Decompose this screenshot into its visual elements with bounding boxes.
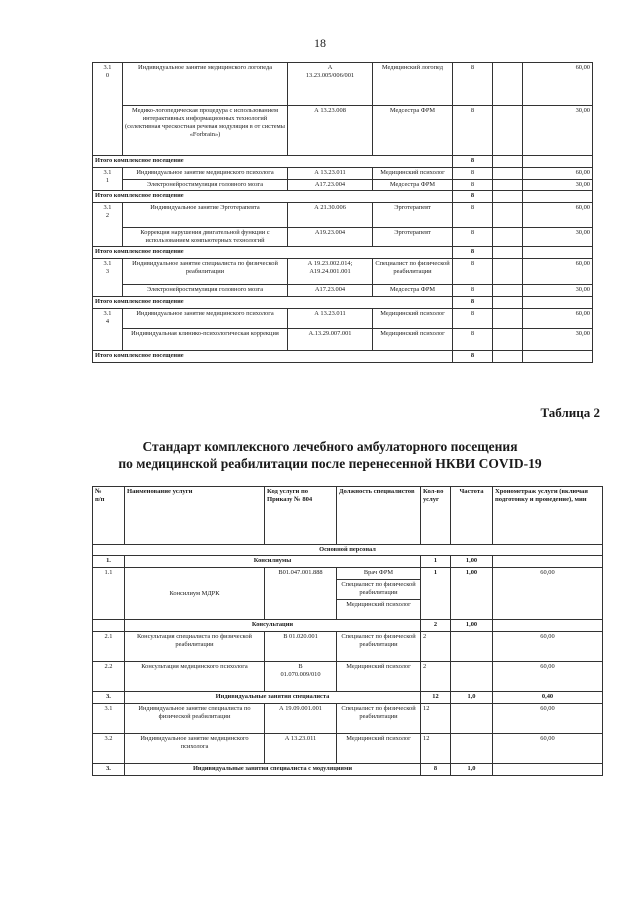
service-name: Индивидуальное занятие специалиста по физической реабилитации — [123, 259, 288, 285]
row-number: 1. — [93, 556, 125, 568]
specialist: Медицинский психолог — [373, 329, 453, 351]
standard-visit-table — [92, 486, 603, 776]
row-number: 3.1 2 — [93, 203, 123, 247]
specialist: Медицинский психолог — [337, 600, 421, 620]
service-code: А 19.23.002.014; А19.24.001.001 — [288, 259, 373, 285]
empty-cell — [493, 351, 523, 363]
service-code: А 13.23.008 — [288, 106, 373, 156]
specialist: Медсестра ФРМ — [373, 106, 453, 156]
total-quantity: 8 — [453, 191, 493, 203]
service-code: В 01.070.009/010 — [265, 662, 337, 692]
duration: 60,00 — [523, 259, 593, 285]
duration: 30,00 — [523, 329, 593, 351]
frequency — [493, 228, 523, 247]
duration — [493, 620, 603, 632]
row-number: 2.2 — [93, 662, 125, 692]
total-row — [93, 191, 593, 203]
total-row — [93, 247, 593, 259]
specialist: Специалист по физической реабилитации — [337, 632, 421, 662]
specialist: Эрготерапевт — [373, 203, 453, 228]
total-quantity: 8 — [453, 297, 493, 309]
section-title: Основной персонал — [93, 545, 603, 556]
table-heading-line-1: Стандарт комплексного лечебного амбулаторного посещения — [142, 439, 518, 454]
duration: 60,00 — [493, 734, 603, 764]
frequency — [493, 168, 523, 180]
group-label: Консультации — [125, 620, 421, 632]
quantity: 8 — [421, 764, 451, 776]
row-number: 3.1 3 — [93, 259, 123, 297]
frequency — [493, 259, 523, 285]
row-number: 3.2 — [93, 734, 125, 764]
service-row — [93, 168, 593, 180]
total-label: Итого комплексное посещение — [93, 247, 453, 259]
duration: 30,00 — [523, 180, 593, 191]
group-row — [93, 692, 603, 704]
duration: 60,00 — [523, 203, 593, 228]
frequency — [493, 106, 523, 156]
specialist: Медицинский психолог — [337, 734, 421, 764]
service-name: Индивидуальная клинико-психологическая коррекция — [123, 329, 288, 351]
header-duration: Хронометраж услуги (включая подготовку и проведение), мин — [493, 487, 603, 545]
service-code: А.13.29.007.001 — [288, 329, 373, 351]
frequency — [493, 285, 523, 297]
frequency — [493, 203, 523, 228]
quantity: 8 — [453, 168, 493, 180]
duration: 60,00 — [493, 662, 603, 692]
duration: 60,00 — [523, 168, 593, 180]
group-row — [93, 556, 603, 568]
service-code: А 19.09.001.001 — [265, 704, 337, 734]
section-row — [93, 545, 603, 556]
service-row — [93, 259, 593, 285]
row-number: 2.1 — [93, 632, 125, 662]
service-name: Консультация специалиста по физической реабилитации — [125, 632, 265, 662]
service-name: Индивидуальное занятие специалиста по физической реабилитации — [125, 704, 265, 734]
service-code: А 21.30.006 — [288, 203, 373, 228]
frequency — [451, 662, 493, 692]
frequency: 1,00 — [451, 620, 493, 632]
quantity: 12 — [421, 704, 451, 734]
specialist: Медицинский логопед — [373, 63, 453, 106]
empty-cell — [493, 156, 523, 168]
empty-cell — [523, 191, 593, 203]
duration: 60,00 — [523, 309, 593, 329]
service-code: А 13.23.005/006/001 — [288, 63, 373, 106]
frequency — [493, 309, 523, 329]
header-specialist: Должность специалистов — [337, 487, 421, 545]
duration: 0,40 — [493, 692, 603, 704]
service-code: В 01.020.001 — [265, 632, 337, 662]
service-name: Индивидуальное занятие медицинского психолога — [125, 734, 265, 764]
quantity: 8 — [453, 228, 493, 247]
table-heading-line-2: по медицинской реабилитации после перенесенной НКВИ COVID-19 — [118, 456, 542, 471]
row-number: 3. — [93, 692, 125, 704]
header-service-name: Наименование услуги — [125, 487, 265, 545]
duration: 30,00 — [523, 106, 593, 156]
frequency — [451, 704, 493, 734]
service-name: Индивидуальное занятие медицинского психолога — [123, 309, 288, 329]
page-number: 18 — [314, 36, 326, 50]
specialist: Специалист по физической реабилитации — [373, 259, 453, 285]
frequency: 1,00 — [451, 568, 493, 620]
specialist: Специалист по физической реабилитации — [337, 704, 421, 734]
frequency — [493, 180, 523, 191]
service-name: Медико-логопедическая процедура с использованием интерактивных информационных технологий (селективная чрескостная речевая модуляция в от системы «Forbrain») — [123, 106, 288, 156]
row-number: 3.1 0 — [93, 63, 123, 156]
quantity: 8 — [453, 329, 493, 351]
total-row — [93, 351, 593, 363]
quantity: 2 — [421, 620, 451, 632]
total-label: Итого комплексное посещение — [93, 156, 453, 168]
group-label: Индивидуальные занятия специалиста — [125, 692, 421, 704]
total-row — [93, 297, 593, 309]
quantity: 1 — [421, 568, 451, 620]
service-row — [93, 106, 593, 156]
quantity: 8 — [453, 309, 493, 329]
empty-cell — [523, 156, 593, 168]
frequency — [493, 329, 523, 351]
frequency: 1,0 — [451, 764, 493, 776]
quantity: 8 — [453, 180, 493, 191]
quantity: 2 — [421, 632, 451, 662]
frequency — [451, 734, 493, 764]
service-row — [93, 180, 593, 191]
specialist: Медсестра ФРМ — [373, 180, 453, 191]
service-name: Коррекция нарушения двигательной функции с использованием компьютерных технологий — [123, 228, 288, 247]
frequency — [493, 63, 523, 106]
duration: 30,00 — [523, 285, 593, 297]
service-row — [93, 285, 593, 297]
duration: 60,00 — [523, 63, 593, 106]
quantity: 1 — [421, 556, 451, 568]
service-name: Консилиум МДРК — [125, 568, 265, 620]
service-row — [93, 329, 593, 351]
total-label: Итого комплексное посещение — [93, 351, 453, 363]
service-row — [93, 662, 603, 692]
specialist: Врач ФРМ — [337, 568, 421, 580]
row-number: 3.1 4 — [93, 309, 123, 351]
duration: 60,00 — [493, 704, 603, 734]
empty-cell — [493, 297, 523, 309]
quantity: 8 — [453, 203, 493, 228]
services-table-continued — [92, 62, 593, 363]
header-num: № п/п — [93, 487, 125, 545]
service-row — [93, 632, 603, 662]
service-row — [93, 63, 593, 106]
frequency — [451, 632, 493, 662]
service-code: В01.047.001.888 — [265, 568, 337, 620]
service-name: Индивидуальное занятие медицинского логопеда — [123, 63, 288, 106]
service-name: Электронейростимуляция головного мозга — [123, 285, 288, 297]
header-service-code: Код услуги по Приказу № 804 — [265, 487, 337, 545]
header-quantity: Кол-во услуг — [421, 487, 451, 545]
specialist: Медсестра ФРМ — [373, 285, 453, 297]
specialist: Медицинский психолог — [373, 168, 453, 180]
total-label: Итого комплексное посещение — [93, 191, 453, 203]
row-number: 1.1 — [93, 568, 125, 620]
service-row — [93, 228, 593, 247]
service-name: Электронейростимуляция головного мозга — [123, 180, 288, 191]
quantity: 12 — [421, 692, 451, 704]
service-code: А17.23.004 — [288, 180, 373, 191]
table-header-row — [93, 487, 603, 545]
total-quantity: 8 — [453, 351, 493, 363]
quantity: 8 — [453, 106, 493, 156]
group-row — [93, 620, 603, 632]
service-code: А19.23.004 — [288, 228, 373, 247]
empty-cell — [493, 191, 523, 203]
council-row — [93, 568, 603, 580]
specialist: Эрготерапевт — [373, 228, 453, 247]
service-code: А17.23.004 — [288, 285, 373, 297]
service-code: А 13.23.011 — [288, 309, 373, 329]
total-row — [93, 156, 593, 168]
group-label: Консилиумы — [125, 556, 421, 568]
frequency: 1,0 — [451, 692, 493, 704]
service-row — [93, 309, 593, 329]
row-number: 3.1 1 — [93, 168, 123, 191]
group-label: Индивидуальные занятия специалиста с модуляциями — [125, 764, 421, 776]
empty-cell — [523, 351, 593, 363]
total-label: Итого комплексное посещение — [93, 297, 453, 309]
row-number — [93, 620, 125, 632]
group-row — [93, 764, 603, 776]
total-quantity: 8 — [453, 247, 493, 259]
service-code: А 13.23.011 — [265, 734, 337, 764]
service-code: А 13.23.011 — [288, 168, 373, 180]
header-frequency: Частота — [451, 487, 493, 545]
quantity: 12 — [421, 734, 451, 764]
service-row — [93, 734, 603, 764]
duration: 60,00 — [493, 632, 603, 662]
duration — [493, 764, 603, 776]
row-number: 3. — [93, 764, 125, 776]
duration — [493, 556, 603, 568]
duration: 30,00 — [523, 228, 593, 247]
row-number: 3.1 — [93, 704, 125, 734]
service-row — [93, 704, 603, 734]
specialist: Специалист по физической реабилитации — [337, 580, 421, 600]
service-name: Консультация медицинского психолога — [125, 662, 265, 692]
empty-cell — [523, 297, 593, 309]
empty-cell — [523, 247, 593, 259]
empty-cell — [493, 247, 523, 259]
specialist: Медицинский психолог — [373, 309, 453, 329]
total-quantity: 8 — [453, 156, 493, 168]
frequency: 1,00 — [451, 556, 493, 568]
service-row — [93, 203, 593, 228]
service-name: Индивидуальное занятие Эрготерапевта — [123, 203, 288, 228]
table-label: Таблица 2 — [540, 405, 600, 420]
quantity: 2 — [421, 662, 451, 692]
quantity: 8 — [453, 259, 493, 285]
quantity: 8 — [453, 285, 493, 297]
quantity: 8 — [453, 63, 493, 106]
service-name: Индивидуальное занятие медицинского психолога — [123, 168, 288, 180]
specialist: Медицинский психолог — [337, 662, 421, 692]
duration: 60,00 — [493, 568, 603, 620]
